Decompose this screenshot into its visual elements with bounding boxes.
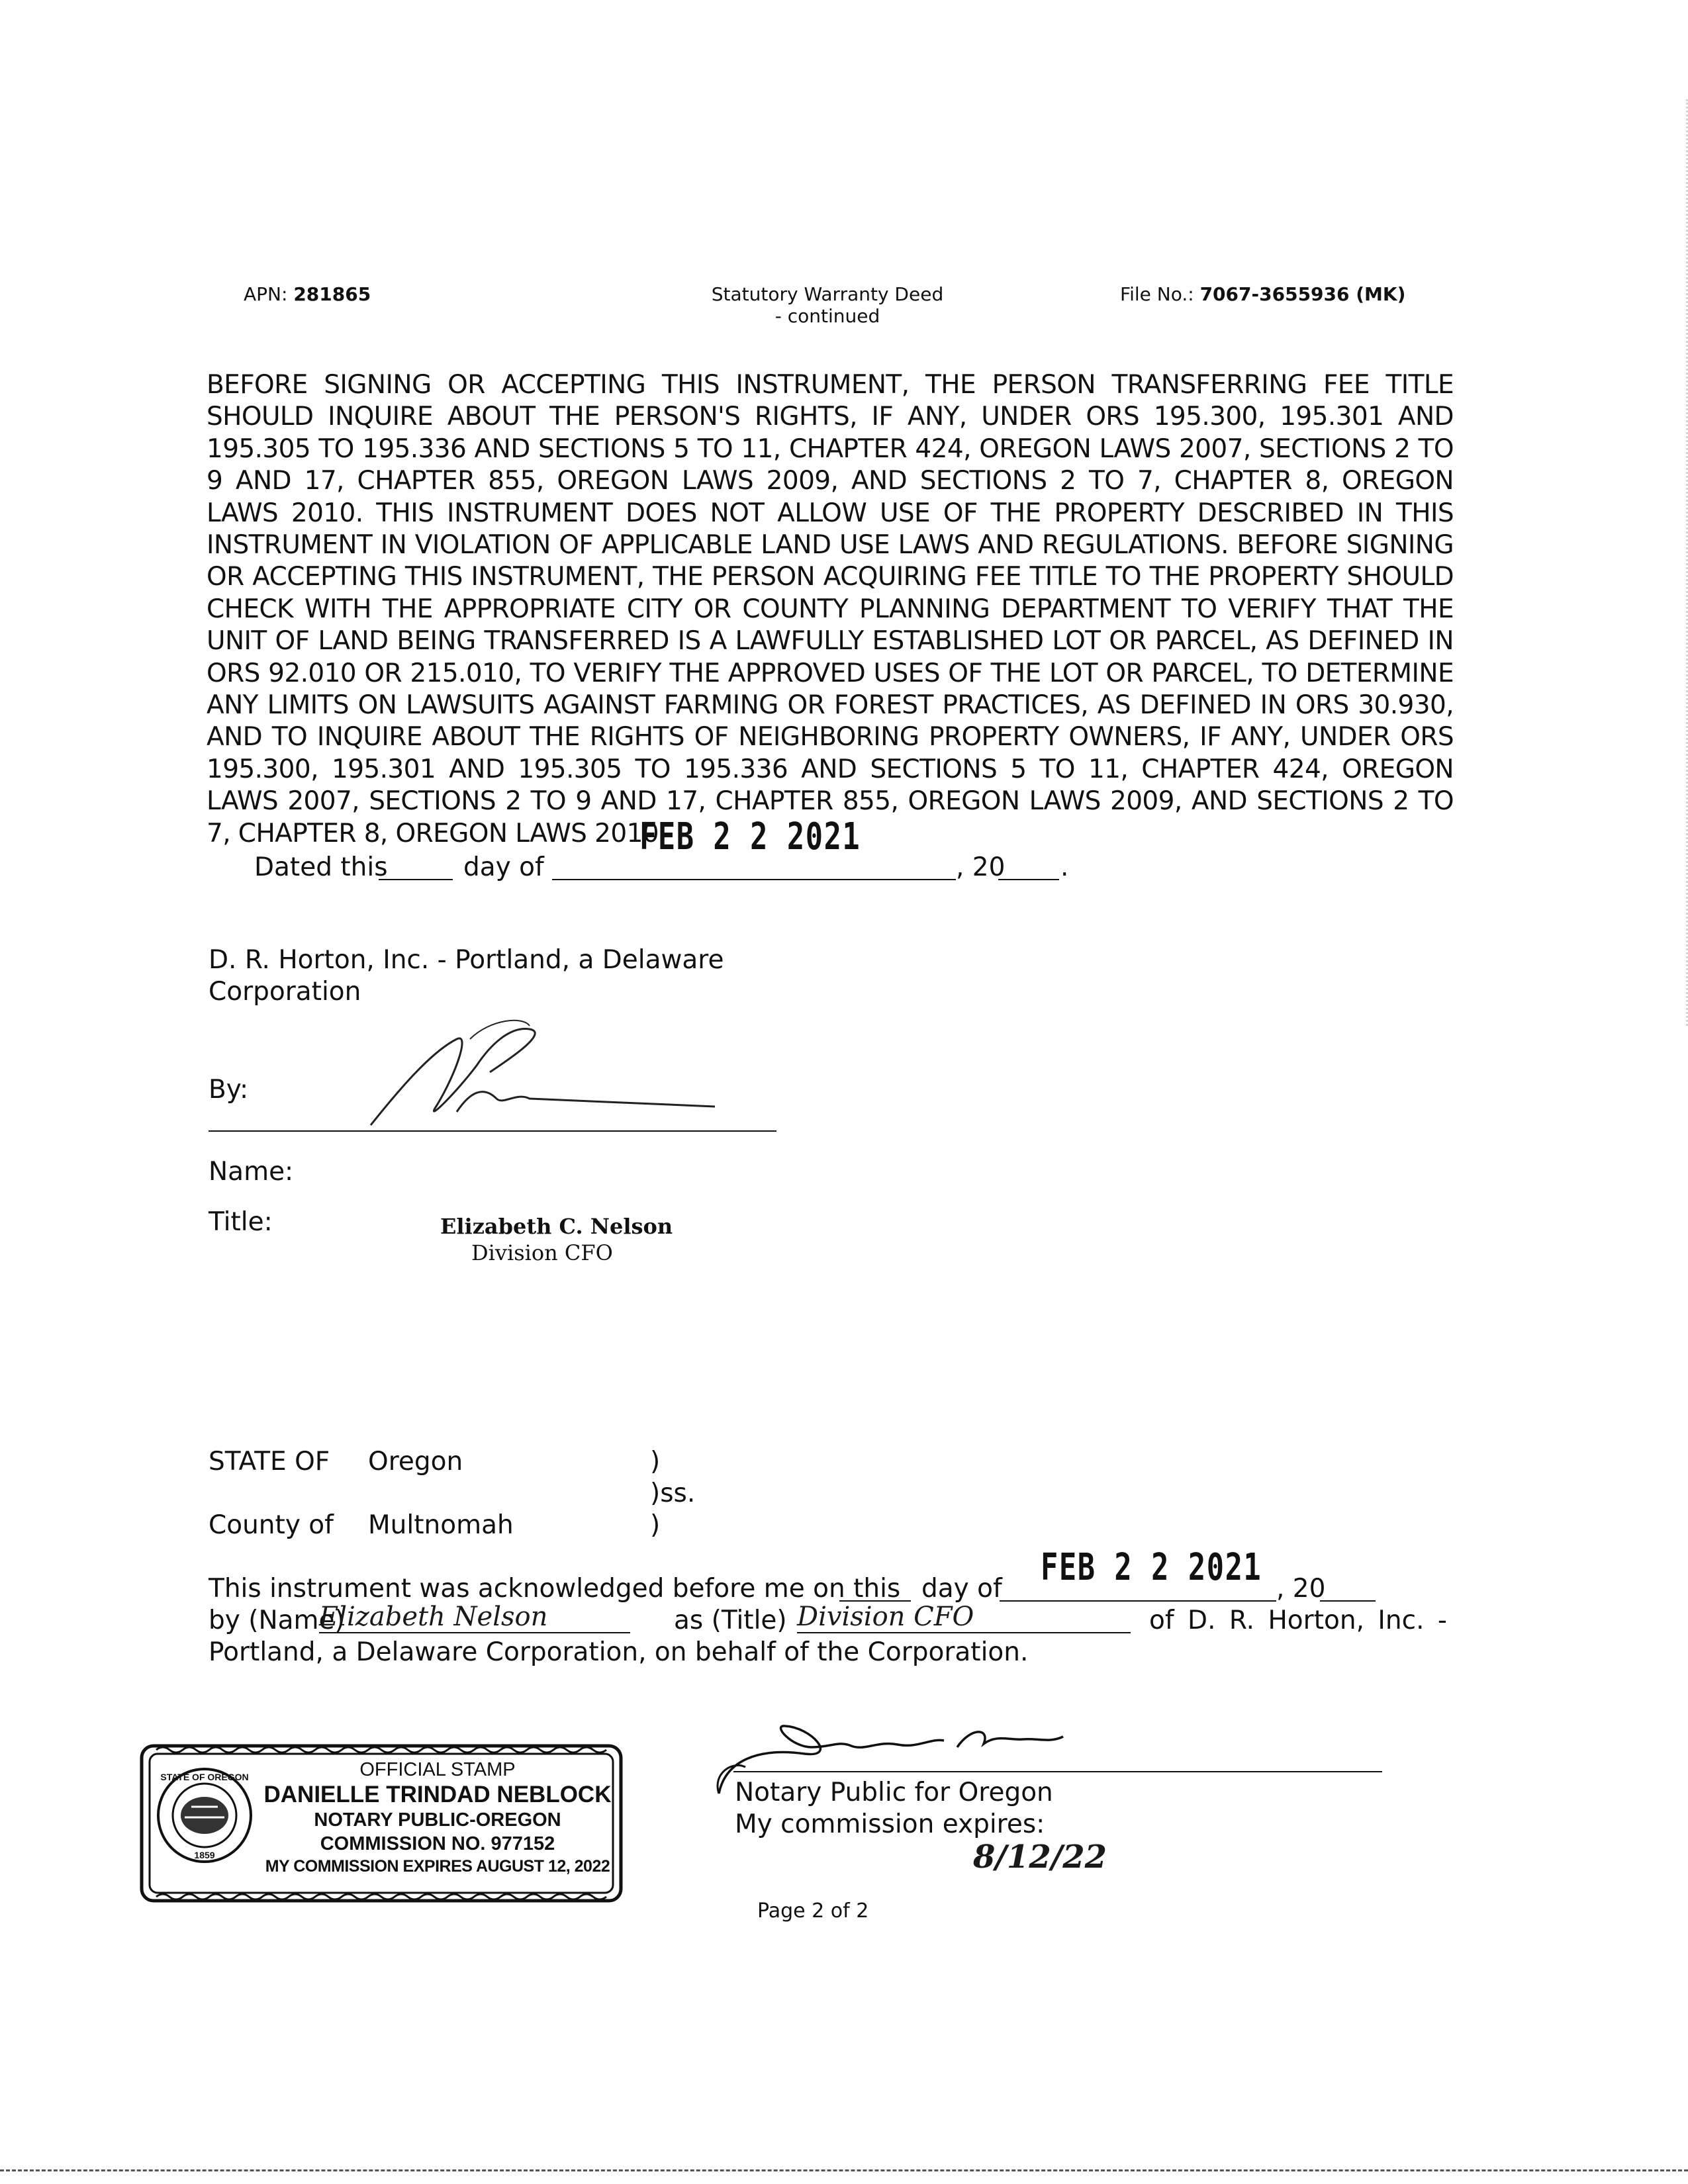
as-title-label: as (Title) xyxy=(674,1606,787,1635)
file-number xyxy=(1120,283,1405,305)
of-company: of D. R. Horton, Inc. - xyxy=(1149,1606,1447,1635)
name-label: Name: xyxy=(209,1157,294,1187)
file-label: File No.: xyxy=(1120,283,1194,305)
dated-day-of-label: day of xyxy=(463,852,544,882)
county-label: County of xyxy=(209,1510,334,1540)
ack-month-blank xyxy=(1000,1600,1276,1602)
commission-expires-value: 8/12/22 xyxy=(973,1839,1107,1876)
apn xyxy=(244,283,371,305)
signer-title: Division CFO xyxy=(471,1240,613,1265)
land-use-disclaimer: BEFORE SIGNING OR ACCEPTING THIS INSTRUMENT, THE PERSON TRANSFERRING FEE TITLE SHOULD INQUIRE ABOUT THE PERSON'S RIGHTS, IF ANY, UNDER ORS 195.300, 195.301 AND 195.305 TO 195.336 AND SECTIONS 5 TO 11, CHAPTER 424, OREGON LAWS 2007, SECTIONS 2 TO 9 AND 17, CHAPTER 855, OREGON LAWS 2009, AND SECTIONS 2 TO 7, CHAPTER 8, OREGON LAWS 2010. THIS INSTRUMENT DOES NOT ALLOW USE OF THE PROPERTY DESCRIBED IN THIS INSTRUMENT IN VIOLATION OF APPLICABLE LAND USE LAWS AND REGULATIONS. BEFORE SIGNING OR ACCEPTING THIS INSTRUMENT, THE PERSON ACQUIRING FEE TITLE TO THE PROPERTY SHOULD CHECK WITH THE APPROPRIATE CITY OR COUNTY PLANNING DEPARTMENT TO VERIFY THAT THE UNIT OF LAND BEING TRANSFERRED IS A LAWFULLY ESTABLISHED LOT OR PARCEL, AS DEFINED IN ORS 92.010 OR 215.010, TO VERIFY THE APPROVED USES OF THE LOT OR PARCEL, TO DETERMINE ANY LIMITS ON LAWSUITS AGAINST FARMING OR FOREST PRACTICES, AS DEFINED IN ORS 30.930, AND TO INQUIRE ABOUT THE RIGHTS OF NEIGHBORING PROPERTY OWNERS, IF ANY, UNDER ORS 195.300, 195.301 AND 195.305 TO 195.336 AND SECTIONS 5 TO 11, CHAPTER 424, OREGON LAWS 2007, SECTIONS 2 TO 9 AND 17, CHAPTER 855, OREGON LAWS 2009, AND SECTIONS 2 TO 7, CHAPTER 8, OREGON LAWS 2010. xyxy=(207,370,1454,848)
dated-stamp: FEB 2 2 2021 xyxy=(639,815,861,858)
ack-line3: Portland, a Delaware Corporation, on behalf of the Corporation. xyxy=(209,1637,1029,1667)
stamp-line-commission-no: COMMISSION NO. 977152 xyxy=(320,1833,555,1854)
grantor-line2: Corporation xyxy=(209,977,361,1007)
venue-ss: )ss. xyxy=(650,1479,696,1508)
as-title-value: Division CFO xyxy=(797,1602,974,1632)
state-value: Oregon xyxy=(368,1447,463,1477)
doc-type: Statutory Warranty Deed xyxy=(711,283,944,305)
doc-title xyxy=(702,283,953,327)
ack-year-prefix: , 20 xyxy=(1276,1574,1326,1604)
dated-day-blank xyxy=(379,879,453,880)
scan-artifact xyxy=(1660,99,1688,1026)
commission-expires-label: My commission expires: xyxy=(735,1809,1045,1839)
dated-year-blank xyxy=(998,879,1059,880)
venue-paren-open: ) xyxy=(650,1447,661,1477)
county-value: Multnomah xyxy=(368,1510,514,1540)
stamp-line-notary-name: DANIELLE TRINDAD NEBLOCK xyxy=(263,1782,612,1807)
official-notary-stamp xyxy=(136,1741,626,1906)
dated-this-label: Dated this xyxy=(254,852,388,882)
apn-label: APN: xyxy=(244,283,288,305)
signature-line xyxy=(209,1130,776,1132)
ack-day-of: day of xyxy=(921,1574,1002,1604)
notary-public-for: Notary Public for Oregon xyxy=(735,1778,1053,1807)
scan-bottom-edge xyxy=(0,2169,1688,2171)
ack-stamp-date: FEB 2 2 2021 xyxy=(1041,1546,1262,1589)
as-title-line xyxy=(797,1632,1131,1633)
state-of-oregon-seal xyxy=(155,1766,254,1865)
state-label: STATE OF xyxy=(209,1447,330,1477)
dated-period: . xyxy=(1060,852,1069,882)
grantor-signature xyxy=(357,1013,715,1132)
venue-paren-close: ) xyxy=(650,1510,661,1540)
notary-signature-line xyxy=(733,1771,1382,1772)
file-value: 7067-3655936 (MK) xyxy=(1199,283,1406,305)
by-label: By: xyxy=(209,1075,249,1105)
svg-text:1859: 1859 xyxy=(194,1850,215,1860)
stamp-line-expiration: MY COMMISSION EXPIRES AUGUST 12, 2022 xyxy=(265,1857,610,1876)
grantor-line1: D. R. Horton, Inc. - Portland, a Delaware xyxy=(209,945,724,975)
ack-year-blank xyxy=(1320,1600,1376,1602)
by-name-line xyxy=(319,1632,630,1633)
by-name-value: Elizabeth Nelson xyxy=(319,1602,548,1632)
dated-year-prefix: , 20 xyxy=(956,852,1006,882)
stamp-line-official: OFFICIAL STAMP xyxy=(359,1759,516,1780)
by-name-label: by (Name) xyxy=(209,1606,345,1635)
stamp-line-notary-public: NOTARY PUBLIC-OREGON xyxy=(314,1809,561,1831)
dated-month-blank xyxy=(552,879,956,880)
signer-name: Elizabeth C. Nelson xyxy=(440,1214,673,1239)
ack-line1-a: This instrument was acknowledged before me on this xyxy=(209,1574,901,1604)
doc-continued: - continued xyxy=(774,305,880,327)
svg-text:STATE OF OREGON: STATE OF OREGON xyxy=(160,1772,249,1782)
page-number: Page 2 of 2 xyxy=(757,1899,869,1923)
apn-value: 281865 xyxy=(293,283,371,305)
title-label: Title: xyxy=(209,1207,273,1237)
